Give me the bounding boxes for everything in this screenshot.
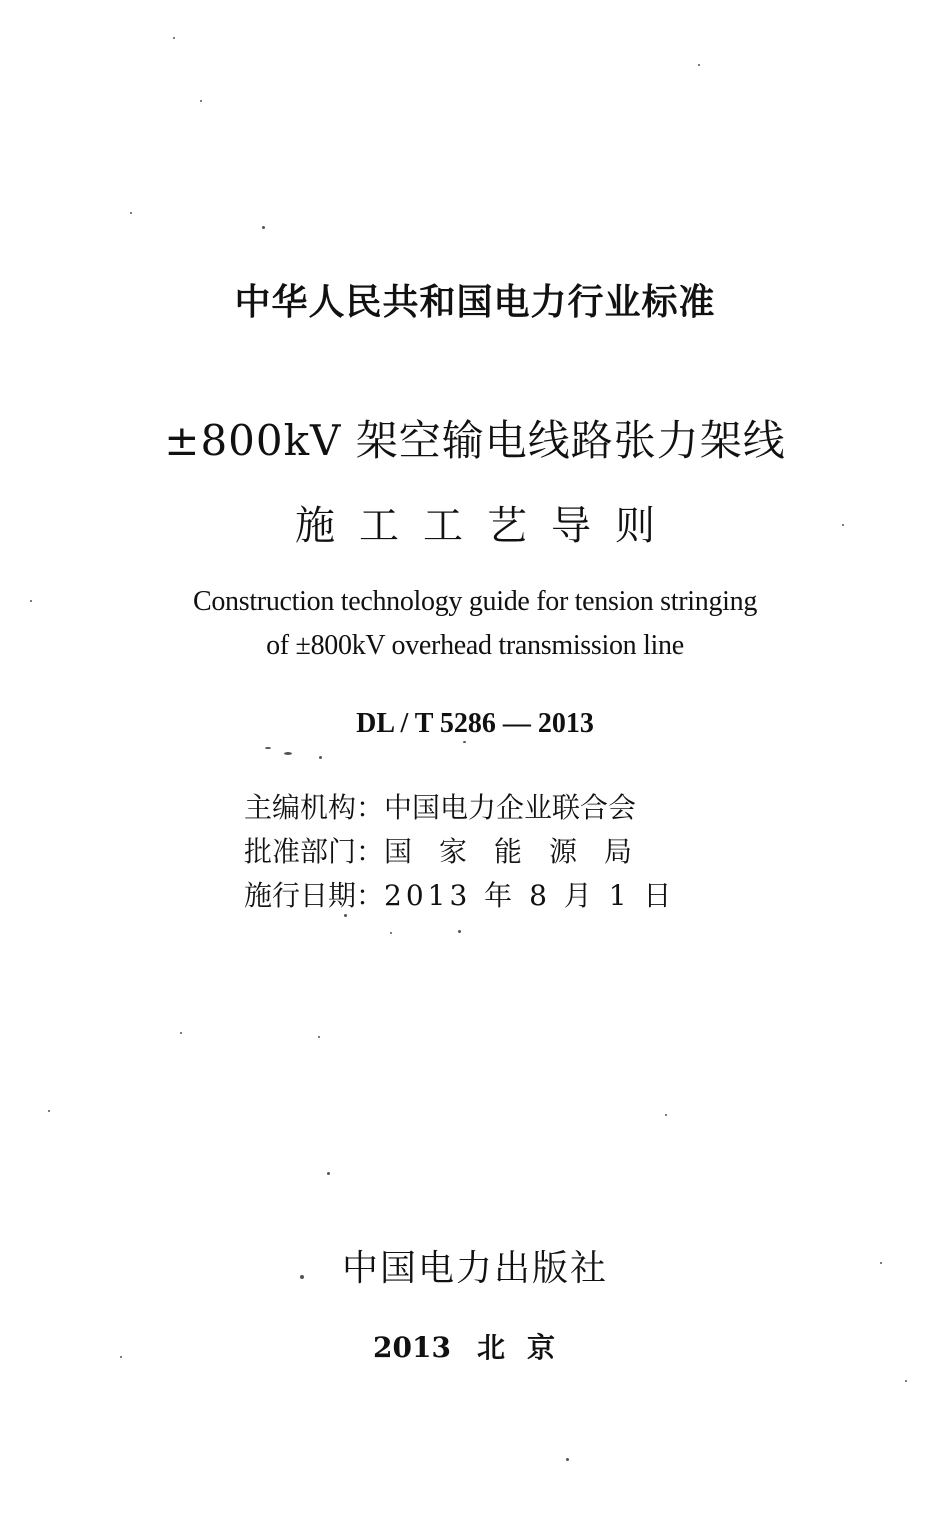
- scan-speck: [698, 64, 700, 66]
- publisher-name: 中国电力出版社: [341, 1248, 608, 1289]
- scan-speck: [262, 226, 265, 229]
- meta-effective-value: 2013 年 8 月 1 日: [384, 879, 676, 912]
- scan-speck: [120, 1356, 122, 1358]
- scan-speck: [284, 752, 292, 755]
- publication-year: 2013: [373, 1331, 451, 1364]
- title-line-1: ±800kV 架空输电线路张力架线: [164, 416, 786, 465]
- scan-speck: [130, 212, 132, 214]
- meta-effective-label: 施行日期：: [244, 879, 385, 912]
- scan-speck: [463, 741, 466, 743]
- meta-editor-label: 主编机构：: [244, 791, 385, 824]
- scan-speck: [665, 1114, 667, 1116]
- scan-speck: [566, 1458, 569, 1461]
- meta-editor-row: [244, 786, 636, 826]
- english-title-line-2: of ±800kV overhead transmission line: [266, 630, 684, 661]
- scan-speck: [905, 1380, 907, 1382]
- scan-speck: [265, 747, 271, 749]
- meta-approver-row: [244, 830, 659, 870]
- english-title-line-1: Construction technology guide for tension stringing: [192, 586, 758, 617]
- standard-code: DL / T 5286 — 2013: [356, 708, 594, 739]
- scan-speck: [842, 524, 844, 526]
- scan-speck: [180, 1032, 182, 1034]
- scan-speck: [344, 914, 347, 917]
- scan-speck: [300, 1275, 304, 1279]
- scan-speck: [48, 1110, 50, 1112]
- scan-speck: [390, 932, 392, 934]
- publication-city: 北京: [476, 1331, 577, 1364]
- meta-approver-value: 国家能源局: [384, 835, 660, 868]
- meta-effective-row: [244, 874, 675, 914]
- meta-editor-value: 中国电力企业联合会: [384, 791, 637, 824]
- scan-speck: [173, 37, 175, 39]
- scan-speck: [318, 1036, 320, 1038]
- scan-speck: [319, 756, 322, 759]
- title-line-2: 施工工艺导则: [295, 503, 679, 549]
- scan-speck: [30, 600, 32, 602]
- scan-speck: [880, 1262, 882, 1264]
- scan-speck: [327, 1172, 330, 1175]
- scan-speck: [458, 930, 461, 933]
- standard-series-heading: 中华人民共和国电力行业标准: [234, 282, 716, 323]
- scan-speck: [200, 100, 202, 102]
- meta-approver-label: 批准部门：: [244, 835, 385, 868]
- publication-place-year: [0, 1326, 950, 1366]
